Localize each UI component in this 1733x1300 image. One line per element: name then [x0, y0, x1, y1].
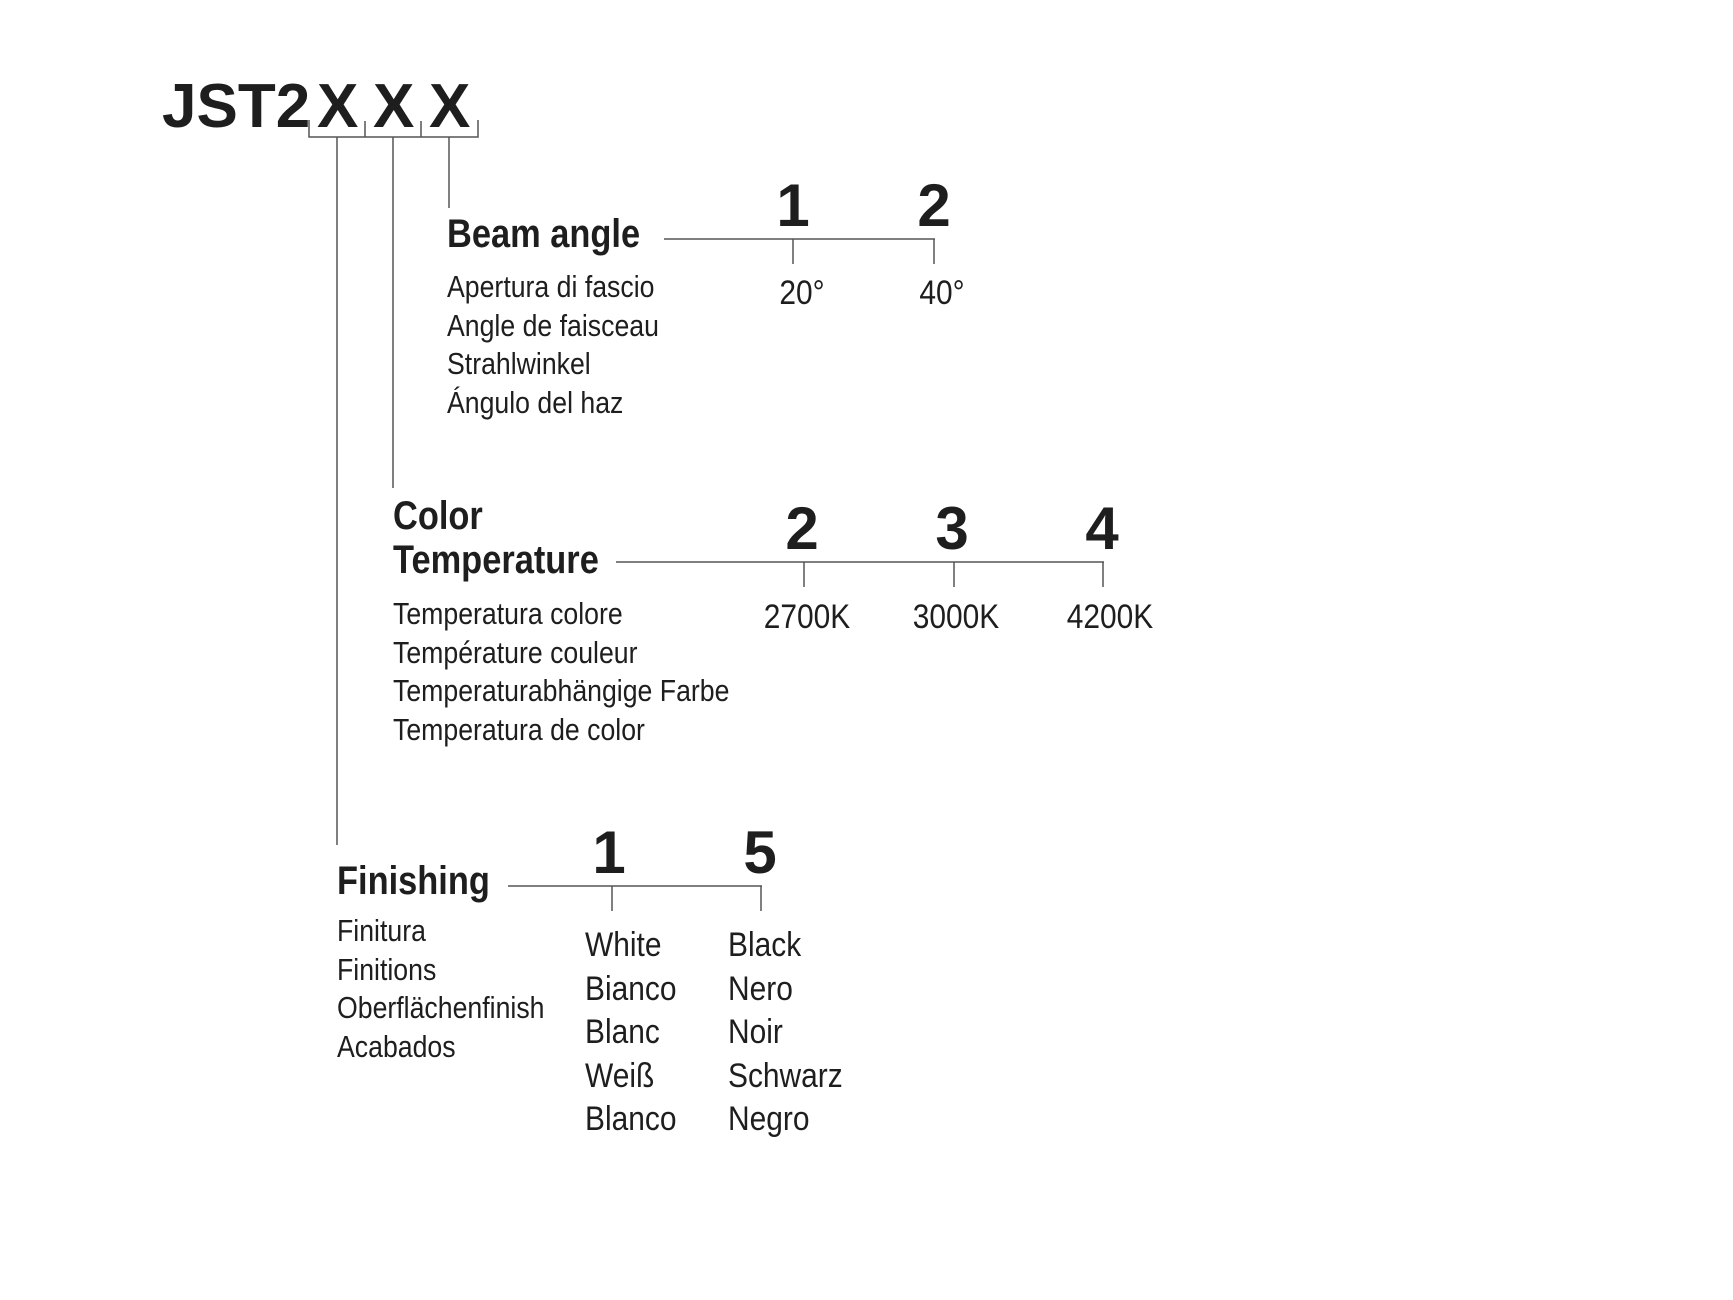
beam-angle-translations	[447, 268, 659, 422]
color-temperature-option-label: 3000K	[912, 598, 1000, 636]
finish-label: White	[585, 926, 662, 964]
finishing-option-code: 5	[743, 819, 777, 886]
finish-label: Noir	[728, 1013, 783, 1051]
finishing-option-labels-white	[585, 924, 676, 1142]
translation-item: Temperatura colore	[393, 596, 623, 631]
translation-item: Apertura di fascio	[447, 269, 655, 304]
finish-label: Blanc	[585, 1013, 660, 1051]
finish-label: Bianco	[585, 969, 677, 1008]
code-prefix: JST2	[162, 72, 311, 141]
beam-angle-option-label: 40°	[919, 274, 965, 312]
code-placeholder-finishing: X	[317, 72, 359, 141]
beam-angle-option-code: 2	[917, 172, 951, 239]
finishing-option-labels-black	[728, 924, 843, 1142]
translation-item: Angle de faisceau	[447, 307, 659, 343]
translation-item: Strahlwinkel	[447, 346, 591, 381]
finish-label: Nero	[728, 969, 793, 1008]
finish-label: Negro	[728, 1100, 810, 1138]
beam-angle-option-label: 20°	[779, 274, 825, 312]
translation-item: Finitions	[337, 951, 437, 987]
translation-item: Ángulo del haz	[447, 384, 624, 420]
color-temperature-option-code: 4	[1085, 495, 1119, 562]
finishing-heading: Finishing	[337, 859, 490, 903]
translation-item: Temperaturabhängige Farbe	[393, 673, 730, 708]
finish-label: Blanco	[585, 1100, 677, 1138]
finish-label: Schwarz	[728, 1056, 843, 1095]
color-temperature-option-code: 2	[785, 495, 819, 562]
finishing-translations	[337, 912, 544, 1066]
code-placeholder-color-temperature: X	[373, 72, 415, 141]
color-temperature-translations	[393, 595, 729, 749]
translation-item: Oberflächenfinish	[337, 990, 545, 1025]
color-temperature-option-label: 4200K	[1066, 598, 1154, 636]
translation-item: Temperatura de color	[393, 711, 645, 747]
beam-angle-heading: Beam angle	[447, 212, 641, 256]
translation-item: Finitura	[337, 913, 426, 948]
finish-label: Black	[728, 926, 802, 964]
color-temperature-heading-line2: Temperature	[393, 538, 599, 582]
translation-item: Acabados	[337, 1028, 456, 1064]
color-temperature-option-label: 2700K	[763, 598, 851, 636]
finishing-option-code: 1	[592, 819, 626, 886]
translation-item: Température couleur	[393, 634, 638, 670]
color-temperature-heading-line1: Color	[393, 494, 483, 538]
beam-angle-option-code: 1	[776, 172, 810, 239]
color-temperature-option-code: 3	[935, 495, 969, 562]
finish-label: Weiß	[585, 1056, 655, 1095]
code-placeholder-beam-angle: X	[429, 72, 471, 141]
